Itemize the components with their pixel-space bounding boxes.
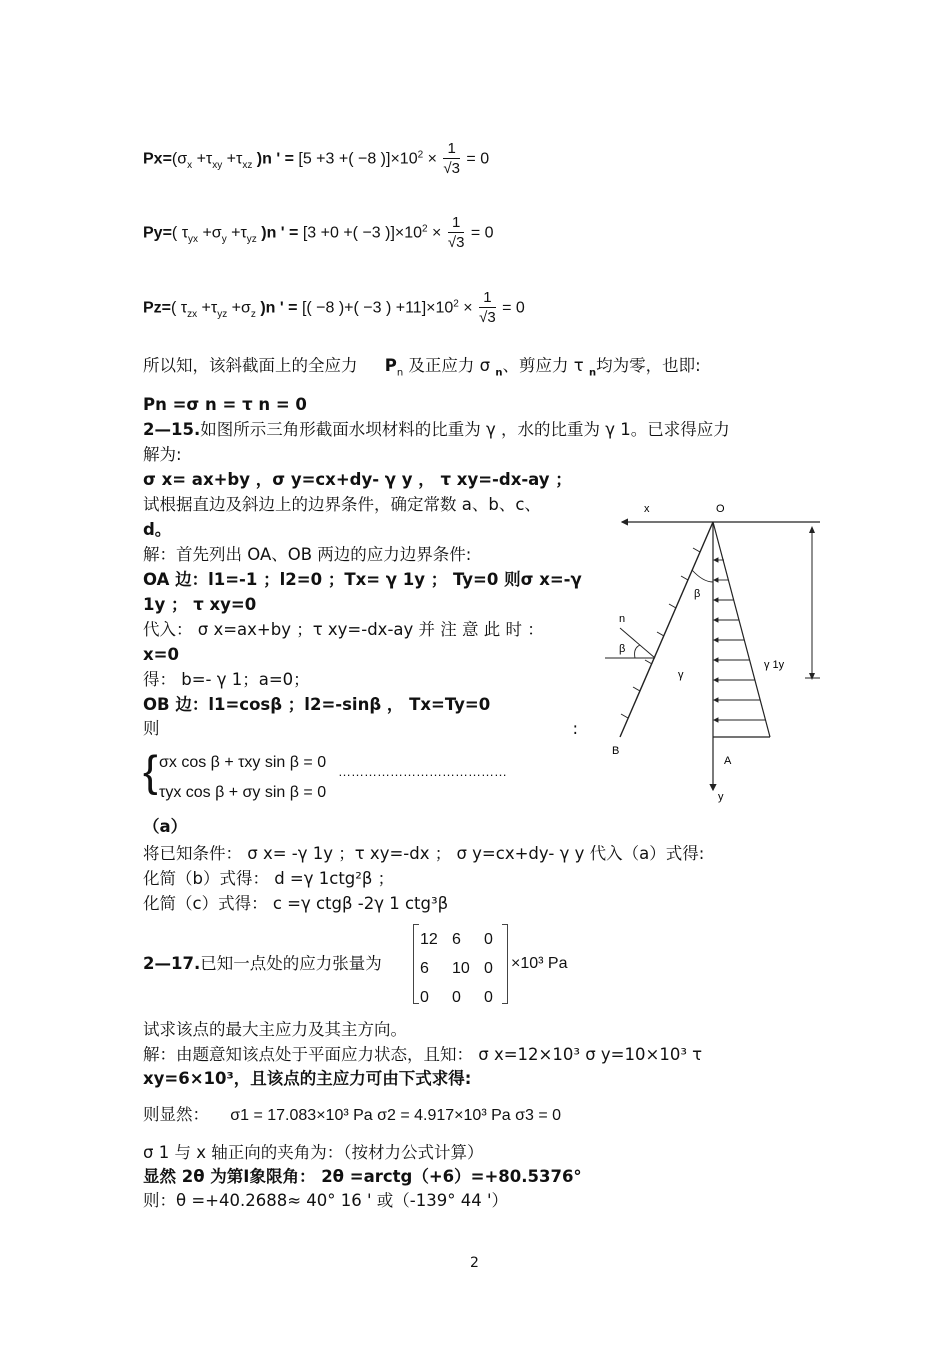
text-line-16: （a） bbox=[143, 817, 188, 836]
text-line-8: 解：首先列出 OA、OB 两边的应力边界条件: bbox=[143, 545, 472, 564]
eq-times: ×10 bbox=[426, 299, 454, 317]
text-line-15 bbox=[143, 718, 578, 740]
fraction-den: √3 bbox=[447, 234, 465, 251]
text-fragment: 则显然： bbox=[143, 1105, 209, 1124]
matrix-cell: 12 bbox=[420, 931, 438, 948]
eq-sub: xy bbox=[212, 159, 223, 171]
text-line-26: 显然 2θ 为第Ⅰ象限角： 2θ =arctg（+6）=+80.5376° bbox=[143, 1167, 582, 1186]
eq-exp: 2 bbox=[417, 149, 424, 161]
eq-lhs: Py= bbox=[143, 224, 172, 242]
text-line-27: 则：θ =+40.2688≈ 40° 16 ' 或（-139° 44 '） bbox=[143, 1191, 509, 1210]
eq-times2: × bbox=[458, 299, 473, 317]
eq-open: ( τ bbox=[171, 224, 189, 242]
angle-arc bbox=[692, 570, 713, 582]
eq-close: )n ' = bbox=[256, 224, 299, 242]
eq-sub: zx bbox=[187, 308, 198, 320]
eq-result: = 0 bbox=[497, 299, 525, 317]
fraction-den: √3 bbox=[479, 309, 496, 326]
fraction bbox=[448, 214, 465, 253]
fraction-num: 1 bbox=[448, 214, 465, 233]
matrix-unit: ×10³ Pa bbox=[511, 955, 568, 972]
text-line-9: OA 边：l1=-1 ；l2=0 ；Tx= γ 1y ； Ty=0 则σ x=-γ bbox=[143, 570, 582, 589]
problem-text: 已知一点处的应力张量为 bbox=[200, 954, 382, 973]
eq-term: +σ bbox=[198, 224, 222, 242]
text-line-22: 解：由题意知该点处于平面应力状态，且知： σ x=12×10³ σ y=10×10³ τ bbox=[143, 1045, 703, 1064]
dam-figure bbox=[600, 500, 840, 810]
text-line-23: xy=6×10³，且该点的主应力可由下式求得: bbox=[143, 1069, 472, 1088]
eq-term: +τ bbox=[222, 150, 243, 168]
eq-times: ×10 bbox=[394, 224, 423, 242]
eq-bracket: [( −8 )+( −3 ) +11] bbox=[301, 299, 427, 317]
eq-open: (σ bbox=[171, 150, 188, 168]
eq-times2: × bbox=[423, 150, 437, 168]
pressure-diagonal bbox=[713, 522, 770, 737]
matrix-cell: 10 bbox=[452, 960, 470, 977]
label-y: y bbox=[718, 791, 724, 803]
fraction bbox=[443, 140, 460, 179]
eq-term: +σ bbox=[227, 299, 251, 317]
problem-2-15-heading bbox=[143, 419, 730, 441]
dimension-arrow-top bbox=[809, 526, 815, 533]
problem-2-17-heading bbox=[143, 953, 382, 975]
text-line-12: x=0 bbox=[143, 645, 179, 664]
eq-times: ×10 bbox=[390, 150, 418, 168]
principal-stresses: σ1 = 17.083×10³ Pa σ2 = 4.917×10³ Pa σ3 = 0 bbox=[230, 1107, 562, 1124]
matrix-cell: 6 bbox=[420, 960, 429, 977]
eq-result: = 0 bbox=[466, 224, 494, 242]
text-line-25: σ 1 与 x 轴正向的夹角为：（按材力公式计算） bbox=[143, 1143, 484, 1162]
text-line-13: 得： b=- γ 1；a=0； bbox=[143, 670, 310, 689]
fraction-num: 1 bbox=[479, 289, 496, 308]
text-sub: n bbox=[495, 367, 503, 379]
text-line-5: σ x= ax+by ，σ y=cx+dy- γ y ， τ xy=-dx-ay ； bbox=[143, 470, 572, 489]
problem-number: 2—17. bbox=[143, 954, 201, 973]
label-x: x bbox=[644, 503, 650, 515]
label-o: O bbox=[716, 503, 725, 515]
text-line-6: 试根据直边及斜边上的边界条件，确定常数 a、b、c、 bbox=[143, 495, 541, 514]
eq-sub: z bbox=[250, 308, 256, 320]
equation-py bbox=[143, 214, 494, 253]
eq-times2: × bbox=[427, 224, 442, 242]
text-line-1 bbox=[143, 355, 701, 384]
label-beta-1: β bbox=[694, 588, 701, 600]
eq-sub: y bbox=[221, 233, 227, 245]
text-line-19: 化简（c）式得： c =γ ctgβ -2γ 1 ctg³β bbox=[143, 894, 449, 913]
eq-sub: yz bbox=[246, 233, 257, 245]
text-fragment: 则 bbox=[143, 719, 160, 738]
equation-px bbox=[143, 140, 489, 179]
matrix-cell: 0 bbox=[484, 989, 493, 1006]
label-b: B bbox=[612, 745, 620, 757]
matrix-cell: 6 bbox=[452, 931, 461, 948]
eq-close: )n ' = bbox=[252, 150, 294, 168]
eq-lhs: Px= bbox=[143, 150, 172, 168]
text-line-18: 化简（b）式得： d =γ 1ctg²β ； bbox=[143, 869, 395, 888]
label-n: n bbox=[619, 613, 626, 625]
eq-sub: yz bbox=[217, 308, 228, 320]
text-line-2: Pn =σ n = τ n = 0 bbox=[143, 395, 307, 414]
eq-close: )n ' = bbox=[255, 299, 298, 317]
equation-pz bbox=[143, 289, 525, 328]
text-line-17: 将已知条件： σ x= -γ 1y ；τ xy=-dx ； σ y=cx+dy- γ y 代入（a）式得: bbox=[143, 844, 705, 863]
eq-bracket: [5 +3 +( −8 )] bbox=[298, 150, 391, 168]
matrix-cell: 0 bbox=[484, 960, 493, 977]
text-line-11: 代入： σ x=ax+by ；τ xy=-dx-ay 并 注 意 此 时 ： bbox=[143, 620, 544, 639]
eq-exp: 2 bbox=[422, 223, 428, 235]
label-gamma1y: γ 1y bbox=[764, 659, 785, 671]
eq-term: +τ bbox=[226, 224, 247, 242]
eq-result: = 0 bbox=[461, 150, 490, 168]
slope-hatch bbox=[621, 548, 700, 718]
text-fragment: 、剪应力 τ bbox=[502, 356, 589, 375]
matrix-bracket-left bbox=[413, 924, 419, 1004]
eq-term: +τ bbox=[192, 150, 213, 168]
text-fragment: : bbox=[572, 719, 578, 738]
text-fragment: 均为零，也即: bbox=[596, 356, 701, 375]
label-gamma: γ bbox=[678, 669, 684, 681]
fraction-den: √3 bbox=[443, 160, 460, 177]
eq-exp: 2 bbox=[453, 298, 459, 310]
angle-arc-2 bbox=[635, 645, 640, 658]
dots: ………………………………… bbox=[338, 764, 507, 779]
pressure-arrows bbox=[714, 558, 765, 722]
text-fragment: P bbox=[384, 356, 397, 375]
text-sub: n bbox=[588, 367, 597, 379]
eq-bracket: [3 +0 +( −3 )] bbox=[302, 224, 395, 242]
text-line-14: OB 边：l1=cosβ ；l2=-sinβ ， Tx=Ty=0 bbox=[143, 695, 491, 714]
text-line-4: 解为: bbox=[143, 445, 182, 464]
text-line-21: 试求该点的最大主应力及其主方向。 bbox=[143, 1020, 407, 1039]
brace-icon: { bbox=[143, 747, 158, 796]
problem-number: 2—15. bbox=[143, 420, 201, 439]
system-eq-2: τyx cos β + σy sin β = 0 bbox=[159, 784, 327, 801]
matrix-cell: 0 bbox=[420, 989, 429, 1006]
dimension-arrow-bottom bbox=[809, 673, 815, 680]
label-a: A bbox=[724, 755, 732, 767]
fraction bbox=[479, 289, 496, 328]
matrix-bracket-right bbox=[502, 924, 508, 1004]
text-sub: n bbox=[396, 367, 404, 379]
text-line-7: d。 bbox=[143, 520, 172, 539]
eq-lhs: Pz= bbox=[143, 299, 172, 317]
eq-sub: yx bbox=[188, 233, 199, 245]
text-line-24 bbox=[143, 1104, 561, 1127]
matrix-cell: 0 bbox=[484, 931, 493, 948]
page-number: 2 bbox=[470, 1255, 479, 1271]
text-fragment: 所以知，该斜截面上的全应力 bbox=[143, 356, 358, 375]
eq-sub: xz bbox=[242, 159, 253, 171]
label-beta-2: β bbox=[619, 643, 626, 655]
eq-open: ( τ bbox=[171, 299, 188, 317]
system-eq-1: σx cos β + τxy sin β = 0 bbox=[159, 754, 327, 771]
text-fragment: 及正应力 σ bbox=[403, 356, 496, 375]
matrix-cell: 0 bbox=[452, 989, 461, 1006]
fraction-num: 1 bbox=[443, 140, 460, 159]
problem-text: 如图所示三角形截面水坝材料的比重为 γ ，水的比重为 γ 1。已求得应力 bbox=[200, 420, 730, 439]
eq-term: +τ bbox=[197, 299, 218, 317]
text-line-10: 1y ； τ xy=0 bbox=[143, 595, 257, 614]
dam-slope bbox=[620, 522, 713, 737]
eq-sub: x bbox=[187, 159, 193, 171]
